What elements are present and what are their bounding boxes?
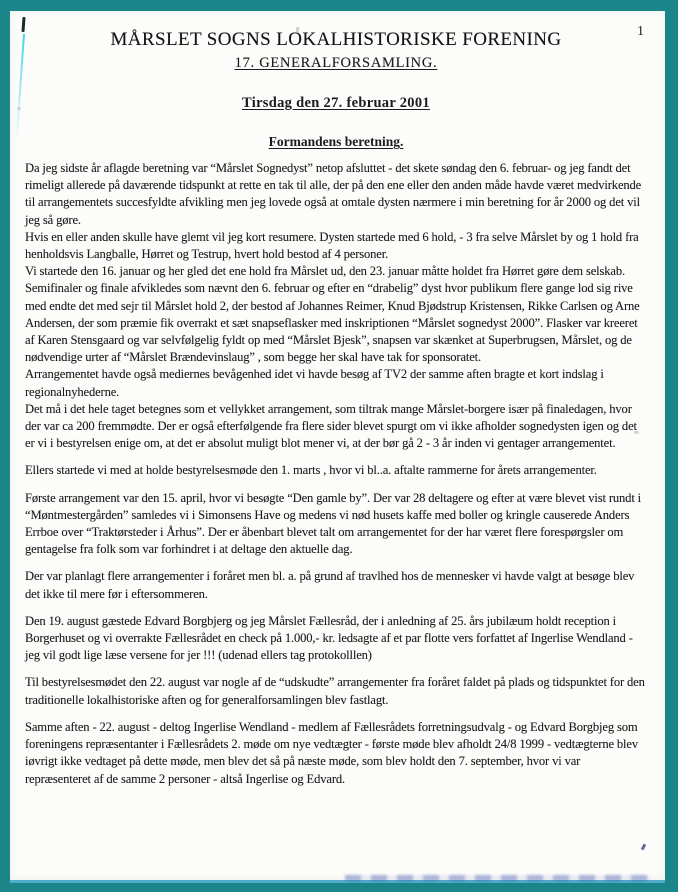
paragraph-dyst-resume: Hvis en eller anden skulle have glemt vil jeg kort resumere. Dysten startede med 6 hold, - 3 fra selve Mårslet by og 1 hold fra henholdsvis Langballe, Hørret og Testrup, hvert hold bestod af 4 personer. bbox=[25, 229, 639, 262]
section-heading: Formandens beretning. bbox=[268, 134, 404, 149]
paragraph-faellesraad-jubilaeum: Den 19. august gæstede Edvard Borgbjerg og jeg Mårslet Fællesråd, der i anledning af 25. års jubilæum holdt reception i Borgerhuset og vi overrakte Fællesrådet en check på 1.000,- kr. ledsagte af et par flotte vers forfattet af Ingerlise Wendland - jeg vil godt lige læse versene for jer !!! (udenad ellers tag protokolllen) bbox=[25, 613, 633, 663]
document-page bbox=[10, 11, 665, 880]
date-heading: Tirsdag den 27. februar 2001 bbox=[242, 95, 430, 111]
paragraph-den-gamle-by: Første arrangement var den 15. april, hvor vi besøgte “Den gamle by”. Der var 28 deltagere og efter at være blevet vist rundt i “Møntmestergården” samledes vi i Simonsens Have og medens vi nød husets kaffe med boller og kringle causerede Anders Errboe over “Traktørsteder i Århus”. Der er åbenbart blevet talt om arrangementet for der har været flere forespørgsler om gentagelse fra folk som var forhindret i at deltage den aktuelle dag. bbox=[25, 490, 642, 557]
paragraph-finale: Semifinaler og finale afvikledes som nævnt den 6. februar og efter en “drabelig” dyst hvor publikum flere gange lod sig rive med endte det med sejr til Mårslet hold 2, der bestod af Johannes Reimer, Knud Bjødstrup Kristensen, Rikke Carlsen og Arne Andersen, der som præmie fik overrakt et sæt snapseflasker med inskriptionen “Mårslet sognedyst 2000”. Flasker var kreeret af Karen Stensgaard og var selvfølgelig fyldt op med “Mårslet Bjesk”, snapsen var skænket at Superbrugsen, Mårslet, og de nødvendige urter af “Mårslet Brændevinslaug” , som begge her skal have tak for sponsoratet. bbox=[25, 281, 640, 365]
scan-artifact-bottom-edge bbox=[10, 880, 665, 883]
report-body bbox=[25, 160, 647, 788]
paragraph-sognedyst-intro: Da jeg sidste år aflagde beretning var “Mårslet Sognedyst” netop afsluttet - det skete søndag den 6. februar- og jeg fandt det rimeligt allerede på daværende tidspunkt at rette en tak til alle, der på den ene eller den anden måde havde været medvirkende til arrangementets succesfyldte afvikling men jeg lovede også at omtale dysten nærmere i min beretning for år 2000 og det vil jeg så gøre. bbox=[25, 161, 642, 227]
paragraph-vedtaegter: Samme aften - 22. august - deltog Ingerlise Wendland - medlem af Fællesrådets forretningsudvalg - og Edvard Borgbjeg som foreningens repræsentanter i Fællesrådets 2. møde om nye vedtægter - første møde blev afholdt 24/8 1999 - vedtægterne blev iøvrigt ikke vedtaget på dette møde, men blev det så på næste møde, som blev holdt den 7. september, hvor vi var repræsenteret af de samme 2 personer - altså Ingerlise og Edvard. bbox=[25, 719, 638, 786]
document-title: MÅRSLET SOGNS LOKALHISTORISKE FORENING bbox=[110, 29, 562, 50]
document-subtitle: 17. GENERALFORSAMLING. bbox=[234, 55, 438, 71]
paragraph-dyst-start: Vi startede den 16. januar og her gled det ene hold fra Mårslet ud, den 23. januar måtte holdet fra Hørret gøre dem selskab. bbox=[25, 264, 625, 279]
page-number: 1 bbox=[637, 24, 644, 39]
paragraph-vellykket: Det må i det hele taget betegnes som et vellykket arrangement, som tiltrak mange Mårslet-borgere især på finaledagen, hvor der var ca 200 fremmødte. Der er også efterfølgende fra flere sider blevet spurgt om vi ikke afholder sognedysten igen og det er vi i bestyrelsen enige om, at det er absolut muligt blot mener vi, at der bør gå 2 - 3 år inden vi gentager arrangementet. bbox=[25, 401, 637, 451]
paragraph-foraar-planer: Der var planlagt flere arrangementer i foråret men bl. a. på grund af travlhed hos de mennesker vi havde valgt at besøge blev det ikke til mere før i eftersommeren. bbox=[25, 569, 635, 601]
paragraph-bestyrelsesmoede-august: Til bestyrelsesmødet den 22. august var nogle af de “udskudte” arrangementer fra foråret faldet på plads og tidspunktet for den traditionelle lokalhistoriske aften og for generalforsamlingen blev fastlagt. bbox=[25, 675, 645, 707]
page-content bbox=[10, 11, 665, 880]
paragraph-bestyrelsesmoede-marts: Ellers startede vi med at holde bestyrelsesmøde den 1. marts , hvor vi bl..a. aftalte rammerne for årets arrangementer. bbox=[25, 463, 597, 478]
paragraph-tv2: Arrangementet havde også mediernes bevågenhed idet vi havde besøg af TV2 der samme aften bragte et kort indslag i regionalnyhederne. bbox=[25, 367, 604, 399]
